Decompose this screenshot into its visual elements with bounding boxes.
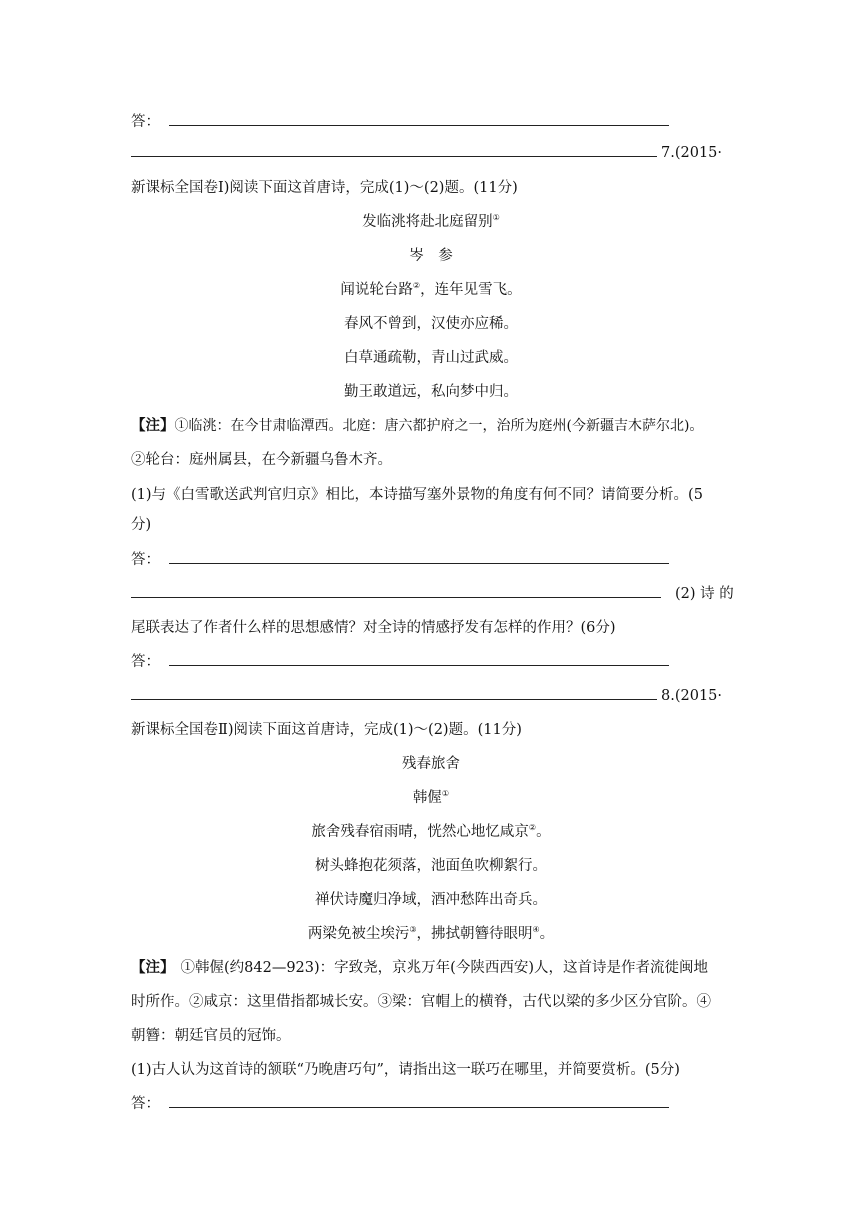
answer-line-top [131,112,731,132]
sub-question-start: (2) 诗 的 [675,586,734,602]
q7-author: 岑 参 [409,248,453,264]
poem-title-text: 发临洮将赴北庭留别 [362,214,493,230]
note-text: ①韩偓(约842—923)：字致尧，京兆万年(今陕西西安)人，这首诗是作者流徙闽地 [180,960,708,976]
note-label: 【注】 [131,417,175,434]
q8-sub1-answer [131,1094,731,1114]
footnote-marker: ① [441,789,450,799]
footnote-marker: ② [412,281,421,291]
author-text: 韩偓 [412,790,442,806]
poem-line-text: ，拂拭朝簪待眼明 [416,926,533,942]
q8-sub1: (1)古人认为这首诗的颔联“乃晚唐巧句”，请指出这一联巧在哪里，并简要赏析。(5分) [131,1062,680,1078]
poem-line-text: 。 [536,824,551,840]
poem-line-text: 。 [539,926,555,942]
q7-poem-title [131,212,731,232]
answer-label: 答： [131,114,160,130]
note-label: 【注】 [131,959,175,976]
q7-number: 7.(2015· [661,145,723,161]
q8-note-line-2: 时所作。②咸京：这里借指都城长安。③梁：官帽上的横脊，古代以梁的多少区分官阶。④ [131,994,711,1010]
q7-poem-line-2: 春风不曾到，汉使亦应稀。 [344,316,518,332]
footnote-marker: ③ [409,925,417,935]
footnote-marker: ④ [532,925,540,935]
q7-note-line-2: ②轮台：庭州属县，在今新疆乌鲁木齐。 [131,452,392,468]
footnote-marker: ② [528,823,537,833]
answer-blank[interactable] [169,551,669,564]
footnote-marker: ① [492,213,500,223]
q7-poem-line-3: 白草通疏勒，青山过武威。 [344,350,518,366]
q8-number: 8.(2015· [661,688,723,704]
q8-note-line-1 [131,958,731,978]
answer-label: 答： [131,1096,160,1112]
poem-line-text: ，连年见雪飞。 [420,282,522,298]
answer-blank[interactable] [131,144,657,157]
q7-sub2-text: 尾联表达了作者什么样的思想感情？对全诗的情感抒发有怎样的作用？(6分) [131,620,616,636]
q7-sub1-line-1: (1)与《白雪歌送武判官归京》相比，本诗描写塞外景物的角度有何不同？请简要分析。(5 [131,487,703,503]
answer-label: 答： [131,552,160,568]
answer-blank[interactable] [131,687,657,700]
answer-blank[interactable] [169,113,669,126]
q7-sub2-start-line [131,584,734,604]
q7-number-line [131,143,731,163]
q7-intro: 新课标全国卷Ⅰ)阅读下面这首唐诗，完成(1)～(2)题。(11分) [131,180,518,196]
q8-intro: 新课标全国卷Ⅱ)阅读下面这首唐诗，完成(1)～(2)题。(11分) [131,722,522,738]
poem-line-text: 闻说轮台路 [340,282,413,298]
q7-poem-line-1 [131,280,731,300]
q8-poem-line-4 [131,924,731,944]
q7-sub1-line-2: 分) [131,517,152,533]
q7-sub2-answer [131,652,731,672]
q8-poem-title: 残春旅舍 [402,756,460,772]
q8-poem-line-2: 树头蜂抱花须落，池面鱼吹柳絮行。 [315,858,547,874]
q8-poem-line-1 [131,822,731,842]
answer-label: 答： [131,654,160,670]
q7-sub1-answer [131,550,731,570]
note-text: ①临洮：在今甘肃临潭西。北庭：唐六都护府之一，治所为庭州(今新疆吉木萨尔北)。 [174,418,704,434]
answer-blank[interactable] [169,1095,669,1108]
q8-poem-line-3: 禅伏诗魔归净域，酒冲愁阵出奇兵。 [315,892,547,908]
poem-line-text: 两梁免被尘埃污 [307,926,410,942]
answer-blank[interactable] [131,585,661,598]
poem-line-text: 旅舍残春宿雨晴，恍然心地忆咸京 [311,824,529,840]
answer-blank[interactable] [169,653,669,666]
q8-note-line-3: 朝簪：朝廷官员的冠饰。 [131,1028,291,1044]
q8-author [131,788,731,808]
q7-note-line-1 [131,416,746,436]
q7-poem-line-4: 勤王敢道远，私向梦中归。 [344,384,518,400]
q8-number-line [131,686,731,706]
